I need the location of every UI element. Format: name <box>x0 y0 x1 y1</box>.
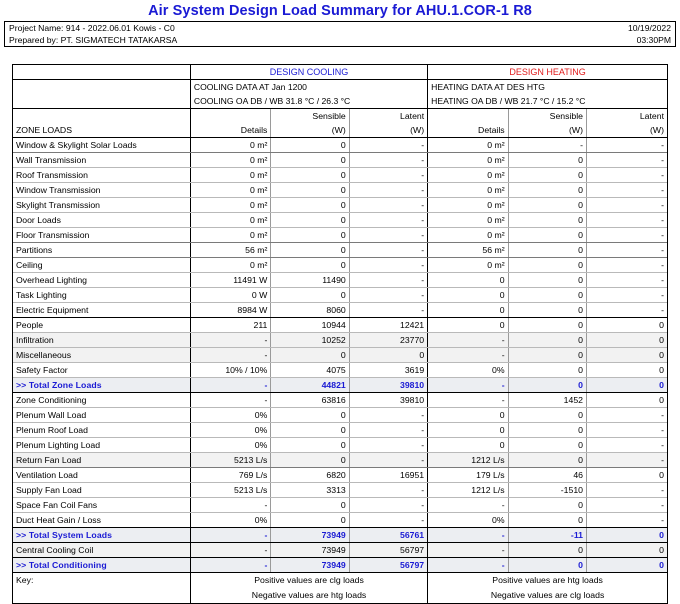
heating-latent-cell: 0 <box>587 558 668 573</box>
cooling-sensible-cell: 0 <box>271 408 349 423</box>
heating-latent-cell: 0 <box>587 378 668 393</box>
cooling-details-cell: 0% <box>190 408 270 423</box>
row-label: Floor Transmission <box>13 228 190 243</box>
heating-latent-unit: (W) <box>587 123 668 138</box>
cooling-sensible-cell: 3313 <box>271 483 349 498</box>
heating-sensible-cell: 0 <box>508 258 586 273</box>
heating-latent-cell: 0 <box>587 318 668 333</box>
table-row <box>13 393 667 408</box>
key-row-1 <box>13 573 667 589</box>
row-label: >> Total Zone Loads <box>13 378 190 393</box>
heating-details-cell: 0 <box>428 288 508 303</box>
cooling-details-cell: 0 m² <box>190 198 270 213</box>
cooling-sensible-cell: 73949 <box>271 558 349 573</box>
heating-sensible-header: Sensible <box>508 109 586 124</box>
cooling-details-cell: - <box>190 543 270 558</box>
heating-latent-cell: 0 <box>587 468 668 483</box>
heating-latent-cell: - <box>587 273 668 288</box>
heating-details-cell: 0 m² <box>428 138 508 153</box>
cooling-latent-cell: 0 <box>349 348 427 363</box>
heating-details-cell: 0 <box>428 408 508 423</box>
cooling-latent-cell: 39810 <box>349 393 427 408</box>
row-label: Ceiling <box>13 258 190 273</box>
table-row <box>13 513 667 528</box>
table-row <box>13 288 667 303</box>
cooling-latent-cell: - <box>349 273 427 288</box>
cooling-sensible-cell: 0 <box>271 243 349 258</box>
cooling-details-header: Details <box>190 123 270 138</box>
heating-details-cell: - <box>428 333 508 348</box>
heating-latent-cell: - <box>587 513 668 528</box>
table-row <box>13 363 667 378</box>
row-label: Plenum Lighting Load <box>13 438 190 453</box>
heating-oa-conditions: HEATING OA DB / WB 21.7 °C / 15.2 °C <box>428 94 667 109</box>
heating-details-cell: 179 L/s <box>428 468 508 483</box>
table-row <box>13 423 667 438</box>
cooling-latent-cell: 56761 <box>349 528 427 543</box>
row-label: Skylight Transmission <box>13 198 190 213</box>
row-label: Safety Factor <box>13 363 190 378</box>
table-row <box>13 483 667 498</box>
table-row <box>13 543 667 558</box>
cooling-latent-cell: - <box>349 423 427 438</box>
cooling-details-cell: - <box>190 393 270 408</box>
heating-latent-cell: - <box>587 138 668 153</box>
heating-details-cell: 0 <box>428 423 508 438</box>
heating-latent-cell: 0 <box>587 393 668 408</box>
heating-details-cell: - <box>428 393 508 408</box>
heating-latent-cell: - <box>587 183 668 198</box>
cooling-sensible-cell: 0 <box>271 453 349 468</box>
cooling-details-cell: 5213 L/s <box>190 483 270 498</box>
heating-latent-cell: - <box>587 423 668 438</box>
row-label: Wall Transmission <box>13 153 190 168</box>
cooling-latent-cell: - <box>349 258 427 273</box>
cooling-details-cell: - <box>190 333 270 348</box>
heating-latent-cell: - <box>587 213 668 228</box>
cooling-details-cell: 0 m² <box>190 183 270 198</box>
row-label: Plenum Wall Load <box>13 408 190 423</box>
table-row <box>13 138 667 153</box>
design-heating-band: DESIGN HEATING <box>428 65 667 80</box>
heating-sensible-cell: 0 <box>508 168 586 183</box>
heating-details-cell: 0 m² <box>428 213 508 228</box>
row-label: Supply Fan Load <box>13 483 190 498</box>
conditions-row-2 <box>13 94 667 109</box>
heating-details-cell: 0% <box>428 513 508 528</box>
design-band-row <box>13 65 667 80</box>
table-row <box>13 303 667 318</box>
cooling-sensible-cell: 0 <box>271 288 349 303</box>
table-row <box>13 468 667 483</box>
cooling-details-cell: - <box>190 348 270 363</box>
heating-sensible-cell: 0 <box>508 363 586 378</box>
table-row <box>13 213 667 228</box>
table-row <box>13 153 667 168</box>
load-summary-table <box>13 65 667 603</box>
heating-details-header-top <box>428 109 508 124</box>
table-row <box>13 333 667 348</box>
heating-details-cell: 0 m² <box>428 168 508 183</box>
heating-sensible-cell: 0 <box>508 513 586 528</box>
cooling-details-cell: 0% <box>190 438 270 453</box>
conditions-spacer-1 <box>13 80 190 95</box>
heating-details-cell: - <box>428 558 508 573</box>
heating-sensible-cell: 0 <box>508 228 586 243</box>
cooling-sensible-cell: 0 <box>271 228 349 243</box>
cooling-details-cell: - <box>190 498 270 513</box>
row-label: Infiltration <box>13 333 190 348</box>
cooling-sensible-cell: 0 <box>271 498 349 513</box>
header-row-prepared <box>5 34 675 46</box>
heating-sensible-cell: 0 <box>508 348 586 363</box>
table-row <box>13 348 667 363</box>
header-row-project <box>5 22 675 34</box>
heating-latent-cell: 0 <box>587 333 668 348</box>
cooling-latent-cell: - <box>349 243 427 258</box>
table-row <box>13 558 667 573</box>
heating-details-cell: - <box>428 348 508 363</box>
cooling-latent-cell: - <box>349 168 427 183</box>
cooling-sensible-cell: 0 <box>271 168 349 183</box>
document-header <box>4 21 676 47</box>
cooling-details-cell: 211 <box>190 318 270 333</box>
heating-latent-cell: - <box>587 153 668 168</box>
heating-details-cell: 0 m² <box>428 258 508 273</box>
cooling-sensible-cell: 73949 <box>271 528 349 543</box>
row-label: >> Total System Loads <box>13 528 190 543</box>
cooling-sensible-cell: 6820 <box>271 468 349 483</box>
cooling-sensible-unit: (W) <box>271 123 349 138</box>
cooling-sensible-cell: 0 <box>271 198 349 213</box>
cooling-sensible-cell: 4075 <box>271 363 349 378</box>
cooling-sensible-cell: 0 <box>271 348 349 363</box>
cooling-latent-cell: 56797 <box>349 558 427 573</box>
heating-details-cell: 0 <box>428 438 508 453</box>
heating-latent-cell: - <box>587 168 668 183</box>
heating-sensible-cell: -1510 <box>508 483 586 498</box>
cooling-details-cell: 56 m² <box>190 243 270 258</box>
heating-details-cell: 1212 L/s <box>428 483 508 498</box>
heating-details-header: Details <box>428 123 508 138</box>
cooling-details-header-top <box>190 109 270 124</box>
row-label: Plenum Roof Load <box>13 423 190 438</box>
key-spacer <box>13 588 190 603</box>
cooling-details-cell: 8984 W <box>190 303 270 318</box>
heating-details-cell: 1212 L/s <box>428 453 508 468</box>
zone-loads-header: ZONE LOADS <box>13 123 190 138</box>
heating-latent-cell: - <box>587 288 668 303</box>
row-label: Roof Transmission <box>13 168 190 183</box>
row-label: Zone Conditioning <box>13 393 190 408</box>
band-spacer <box>13 65 190 80</box>
cooling-sensible-cell: 0 <box>271 153 349 168</box>
heating-details-cell: - <box>428 528 508 543</box>
heating-details-cell: 0 m² <box>428 198 508 213</box>
heating-latent-cell: - <box>587 303 668 318</box>
heating-latent-cell: - <box>587 258 668 273</box>
row-label: Duct Heat Gain / Loss <box>13 513 190 528</box>
heating-latent-cell: - <box>587 408 668 423</box>
row-label: Return Fan Load <box>13 453 190 468</box>
row-label: Space Fan Coil Fans <box>13 498 190 513</box>
heating-sensible-cell: 0 <box>508 453 586 468</box>
load-summary-table-container <box>12 64 668 604</box>
heating-latent-cell: 0 <box>587 363 668 378</box>
heating-sensible-cell: 0 <box>508 558 586 573</box>
cooling-latent-cell: 3619 <box>349 363 427 378</box>
table-row <box>13 498 667 513</box>
cooling-details-cell: - <box>190 528 270 543</box>
key-heating-line-2: Negative values are clg loads <box>428 588 667 603</box>
cooling-sensible-cell: 8060 <box>271 303 349 318</box>
cooling-latent-cell: - <box>349 438 427 453</box>
row-label: Task Lighting <box>13 288 190 303</box>
heating-sensible-cell: 46 <box>508 468 586 483</box>
heating-sensible-unit: (W) <box>508 123 586 138</box>
cooling-details-cell: 0% <box>190 513 270 528</box>
table-row <box>13 183 667 198</box>
table-row <box>13 198 667 213</box>
column-header-row-1 <box>13 109 667 124</box>
row-label: Window Transmission <box>13 183 190 198</box>
heating-sensible-cell: 0 <box>508 423 586 438</box>
row-label: Partitions <box>13 243 190 258</box>
heating-details-cell: 0 m² <box>428 228 508 243</box>
cooling-details-cell: 0% <box>190 423 270 438</box>
cooling-latent-cell: - <box>349 483 427 498</box>
cooling-latent-cell: - <box>349 183 427 198</box>
table-row <box>13 378 667 393</box>
cooling-details-cell: 0 m² <box>190 213 270 228</box>
cooling-latent-cell: - <box>349 498 427 513</box>
table-row <box>13 273 667 288</box>
cooling-latent-cell: - <box>349 513 427 528</box>
heating-latent-cell: - <box>587 453 668 468</box>
cooling-details-cell: - <box>190 378 270 393</box>
heating-sensible-cell: 0 <box>508 498 586 513</box>
heating-latent-cell: 0 <box>587 528 668 543</box>
cooling-sensible-cell: 0 <box>271 258 349 273</box>
table-row <box>13 168 667 183</box>
cooling-details-cell: 769 L/s <box>190 468 270 483</box>
cooling-details-cell: 0 m² <box>190 153 270 168</box>
heating-latent-cell: - <box>587 483 668 498</box>
project-name: Project Name: 914 - 2022.06.01 Kowis - C0 <box>9 23 175 33</box>
row-label: Overhead Lighting <box>13 273 190 288</box>
key-row-2 <box>13 588 667 603</box>
cooling-latent-cell: - <box>349 228 427 243</box>
heating-details-cell: 0 <box>428 303 508 318</box>
cooling-sensible-cell: 10252 <box>271 333 349 348</box>
cooling-latent-cell: - <box>349 303 427 318</box>
row-label: Electric Equipment <box>13 303 190 318</box>
cooling-data-at: COOLING DATA AT Jan 1200 <box>190 80 427 95</box>
cooling-latent-cell: - <box>349 213 427 228</box>
heating-latent-header: Latent <box>587 109 668 124</box>
cooling-details-cell: - <box>190 558 270 573</box>
table-row <box>13 408 667 423</box>
cooling-details-cell: 0 m² <box>190 258 270 273</box>
heating-latent-cell: - <box>587 198 668 213</box>
cooling-latent-unit: (W) <box>349 123 427 138</box>
row-label: >> Total Conditioning <box>13 558 190 573</box>
cooling-latent-header: Latent <box>349 109 427 124</box>
cooling-latent-cell: 16951 <box>349 468 427 483</box>
cooling-details-cell: 0 m² <box>190 228 270 243</box>
heating-latent-cell: 0 <box>587 543 668 558</box>
cooling-sensible-cell: 0 <box>271 183 349 198</box>
heating-sensible-cell: 0 <box>508 198 586 213</box>
heating-data-at: HEATING DATA AT DES HTG <box>428 80 667 95</box>
column-header-row-2 <box>13 123 667 138</box>
heating-details-cell: 0 m² <box>428 183 508 198</box>
row-label: Miscellaneous <box>13 348 190 363</box>
key-cooling-line-1: Positive values are clg loads <box>190 573 427 589</box>
cooling-latent-cell: - <box>349 138 427 153</box>
cooling-details-cell: 11491 W <box>190 273 270 288</box>
heating-latent-cell: - <box>587 438 668 453</box>
cooling-latent-cell: 12421 <box>349 318 427 333</box>
heating-details-cell: - <box>428 498 508 513</box>
report-time: 03:30PM <box>636 35 671 45</box>
cooling-details-cell: 0 m² <box>190 138 270 153</box>
heating-sensible-cell: 0 <box>508 288 586 303</box>
heating-sensible-cell: 0 <box>508 438 586 453</box>
cooling-sensible-cell: 0 <box>271 438 349 453</box>
row-label: Window & Skylight Solar Loads <box>13 138 190 153</box>
cooling-latent-cell: - <box>349 408 427 423</box>
cooling-latent-cell: 56797 <box>349 543 427 558</box>
heating-sensible-cell: 0 <box>508 303 586 318</box>
heating-details-cell: 0 <box>428 273 508 288</box>
table-row <box>13 258 667 273</box>
cooling-sensible-cell: 0 <box>271 138 349 153</box>
conditions-row-1 <box>13 80 667 95</box>
heating-latent-cell: - <box>587 228 668 243</box>
cooling-details-cell: 0 m² <box>190 168 270 183</box>
heating-sensible-cell: 0 <box>508 153 586 168</box>
heating-latent-cell: - <box>587 498 668 513</box>
heating-details-cell: 0% <box>428 363 508 378</box>
heating-sensible-cell: 0 <box>508 378 586 393</box>
table-row <box>13 438 667 453</box>
heating-sensible-cell: 0 <box>508 273 586 288</box>
cooling-latent-cell: - <box>349 288 427 303</box>
cooling-sensible-cell: 63816 <box>271 393 349 408</box>
page-title: Air System Design Load Summary for AHU.1.COR-1 R8 <box>148 3 532 19</box>
conditions-spacer-2 <box>13 94 190 109</box>
design-cooling-band: DESIGN COOLING <box>190 65 427 80</box>
cooling-sensible-cell: 0 <box>271 513 349 528</box>
table-row <box>13 528 667 543</box>
heating-sensible-cell: 0 <box>508 183 586 198</box>
cooling-sensible-cell: 0 <box>271 213 349 228</box>
heating-latent-cell: - <box>587 243 668 258</box>
key-cooling-line-2: Negative values are htg loads <box>190 588 427 603</box>
heating-sensible-cell: 0 <box>508 408 586 423</box>
cooling-details-cell: 5213 L/s <box>190 453 270 468</box>
heating-sensible-cell: 0 <box>508 543 586 558</box>
prepared-by: Prepared by: PT. SIGMATECH TATAKARSA <box>9 35 178 45</box>
cooling-sensible-cell: 10944 <box>271 318 349 333</box>
cooling-details-cell: 10% / 10% <box>190 363 270 378</box>
cooling-sensible-cell: 11490 <box>271 273 349 288</box>
cooling-latent-cell: - <box>349 453 427 468</box>
row-label: People <box>13 318 190 333</box>
cooling-latent-cell: 39810 <box>349 378 427 393</box>
heating-details-cell: 0 <box>428 318 508 333</box>
heating-sensible-cell: -11 <box>508 528 586 543</box>
cooling-sensible-header: Sensible <box>271 109 349 124</box>
cooling-sensible-cell: 0 <box>271 423 349 438</box>
cooling-sensible-cell: 73949 <box>271 543 349 558</box>
heating-latent-cell: 0 <box>587 348 668 363</box>
heating-details-cell: 0 m² <box>428 153 508 168</box>
heating-details-cell: 56 m² <box>428 243 508 258</box>
heating-sensible-cell: 0 <box>508 213 586 228</box>
key-heating-line-1: Positive values are htg loads <box>428 573 667 589</box>
heating-sensible-cell: 1452 <box>508 393 586 408</box>
heating-details-cell: - <box>428 543 508 558</box>
table-row <box>13 453 667 468</box>
row-label: Door Loads <box>13 213 190 228</box>
table-row <box>13 318 667 333</box>
report-date: 10/19/2022 <box>627 23 671 33</box>
heating-sensible-cell: 0 <box>508 333 586 348</box>
cooling-latent-cell: - <box>349 153 427 168</box>
cooling-oa-conditions: COOLING OA DB / WB 31.8 °C / 26.3 °C <box>190 94 427 109</box>
row-label: Ventilation Load <box>13 468 190 483</box>
heating-details-cell: - <box>428 378 508 393</box>
heating-sensible-cell: 0 <box>508 243 586 258</box>
table-row <box>13 243 667 258</box>
cooling-latent-cell: - <box>349 198 427 213</box>
heating-sensible-cell: - <box>508 138 586 153</box>
cooling-sensible-cell: 44821 <box>271 378 349 393</box>
cooling-latent-cell: 23770 <box>349 333 427 348</box>
row-label: Central Cooling Coil <box>13 543 190 558</box>
table-row <box>13 228 667 243</box>
zone-loads-header-spacer <box>13 109 190 124</box>
cooling-details-cell: 0 W <box>190 288 270 303</box>
heating-sensible-cell: 0 <box>508 318 586 333</box>
key-label: Key: <box>16 575 34 585</box>
